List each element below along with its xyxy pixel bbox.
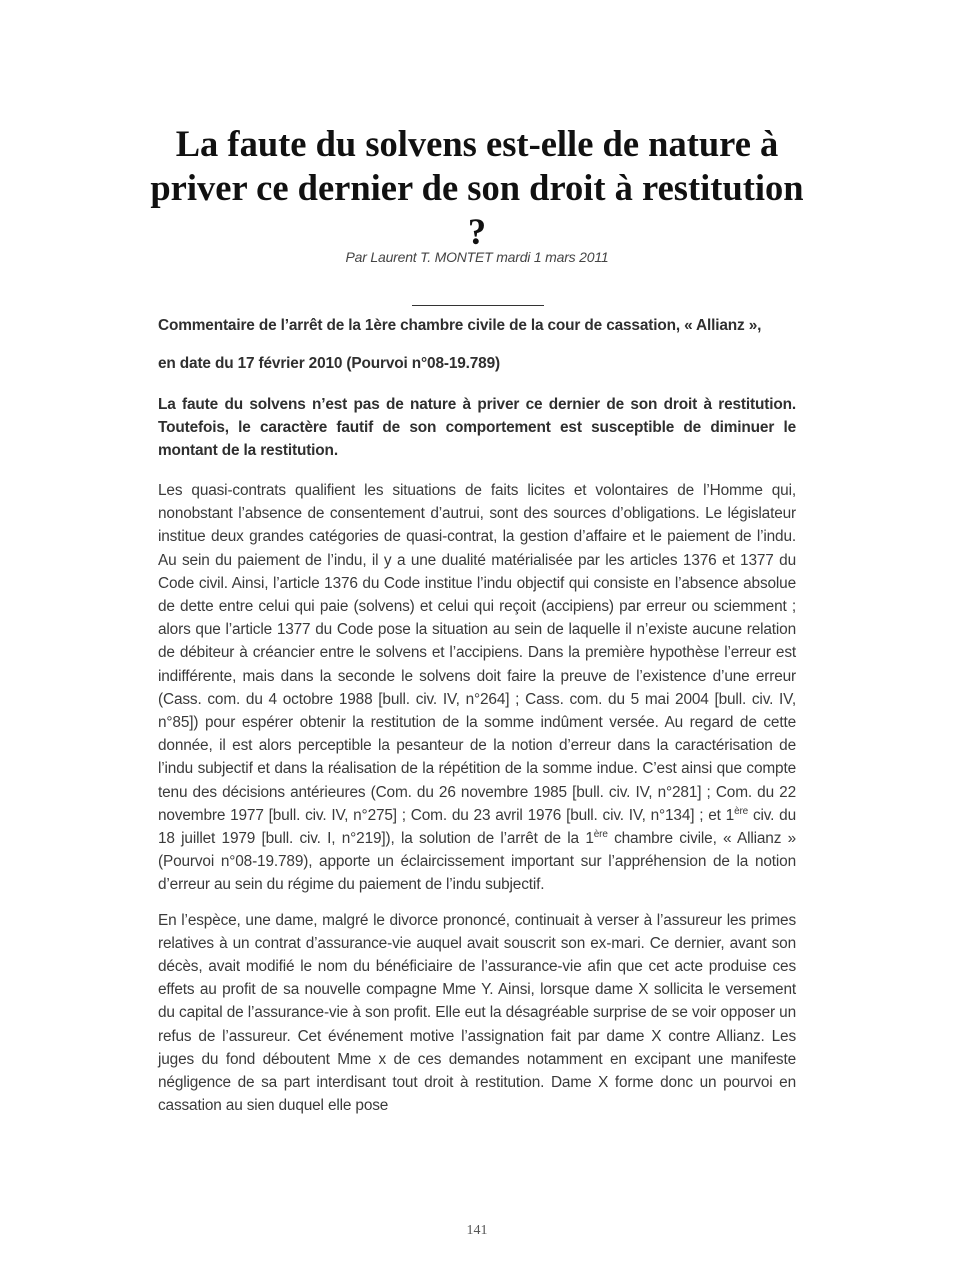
- document-title: La faute du solvens est-elle de nature à priver ce dernier de son droit à restitution ?: [150, 123, 804, 252]
- page-number: 141: [466, 1223, 488, 1238]
- body-paragraph-1: Les quasi-contrats qualifient les situations de faits licites et volontaires de l’Homme qui, nonobstant l’absence de consentement d’autrui, sont des sources d’obligations. Le législateur institue deux grandes catégories de quasi-contrat, la gestion d’affaire et le paiement de l’indu. Au sein du paiement de l’indu, il y a une dualité matérialisée par les articles 1376 et 1377 du Code civil. Ainsi, l’article 1376 du Code institue l’indu objectif qui consiste en l’absence absolue de dette entre celui qui paie (solvens) et celui qui reçoit (accipiens) par erreur ou sciemment ; alors que l’article 1377 du Code pose la situation au sein de laquelle il n’existe aucune relation de débiteur à créancier entre le solvens et l’accipiens. Dans la première hypothèse l’erreur est indifférente, mais dans la seconde le solvens doit faire la preuve de l’existence d’une erreur (Cass. com. du 4 octobre 1988 [bull. civ. IV, n°264] ; Cass. com. du 5 mai 2004 [bull. civ. IV, n°85]) pour espérer obtenir la restitution de la somme indûment versée. Au regard de cette donnée, il est alors perceptible la pesanteur de la notion d’erreur dans la caractérisation de l’indu subjectif et dans la réalisation de la répétition de la somme indue. C’est ainsi que compte tenu des décisions antérieures (Com. du 26 novembre 1985 [bull. civ. IV, n°281] ; Com. du 22 novembre 1977 [bull. civ. IV, n°275] ; Com. du 23 avril 1976 [bull. civ. IV, n°134] ; et 1ère civ. du 18 juillet 1979 [bull. civ. I, n°219]), la solution de l’arrêt de la 1ère chambre civile, « Allianz » (Pourvoi n°08-19.789), apporte un éclaircissement important sur l’appréhension de la notion d’erreur au sein du régime du paiement de l’indu subjectif.: [158, 482, 797, 894]
- separator-rule: [412, 305, 544, 306]
- subtitle-line-2: en date du 17 février 2010 (Pourvoi n°08-19.789): [158, 355, 500, 372]
- byline: Par Laurent T. MONTET mardi 1 mars 2011: [345, 249, 609, 265]
- summary-paragraph: La faute du solvens n’est pas de nature à priver ce dernier de son droit à restitution. Toutefois, le caractère fautif de son comportement est susceptible de diminuer le montant de la restitution.: [158, 396, 796, 460]
- body-paragraph-2: En l’espèce, une dame, malgré le divorce prononcé, continuait à verser à l’assureur les primes relatives à un contrat d’assurance-vie auquel avait souscrit son ex-mari. Ce dernier, avant son décès, avait modifié le nom du bénéficiaire de l’assurance-vie afin que cet acte produise ces effets au profit de sa nouvelle compagne Mme Y. Ainsi, lorsque dame X sollicita le versement du capital de l’assurance-vie à son profit. Elle eut la désagréable surprise de se voir opposer un refus de l’assureur. Cet événement motive l’assignation fait par dame X contre Allianz. Les juges du fond déboutent Mme x de ces demandes notamment en excipant une manifeste négligence de sa part interdisant tout droit à restitution. Dame X forme donc un pourvoi en cassation au sien duquel elle pose: [158, 911, 796, 1115]
- subtitle-line-1: Commentaire de l’arrêt de la 1ère chambre civile de la cour de cassation, « Allianz »,: [158, 317, 762, 334]
- body-text: [158, 479, 796, 1129]
